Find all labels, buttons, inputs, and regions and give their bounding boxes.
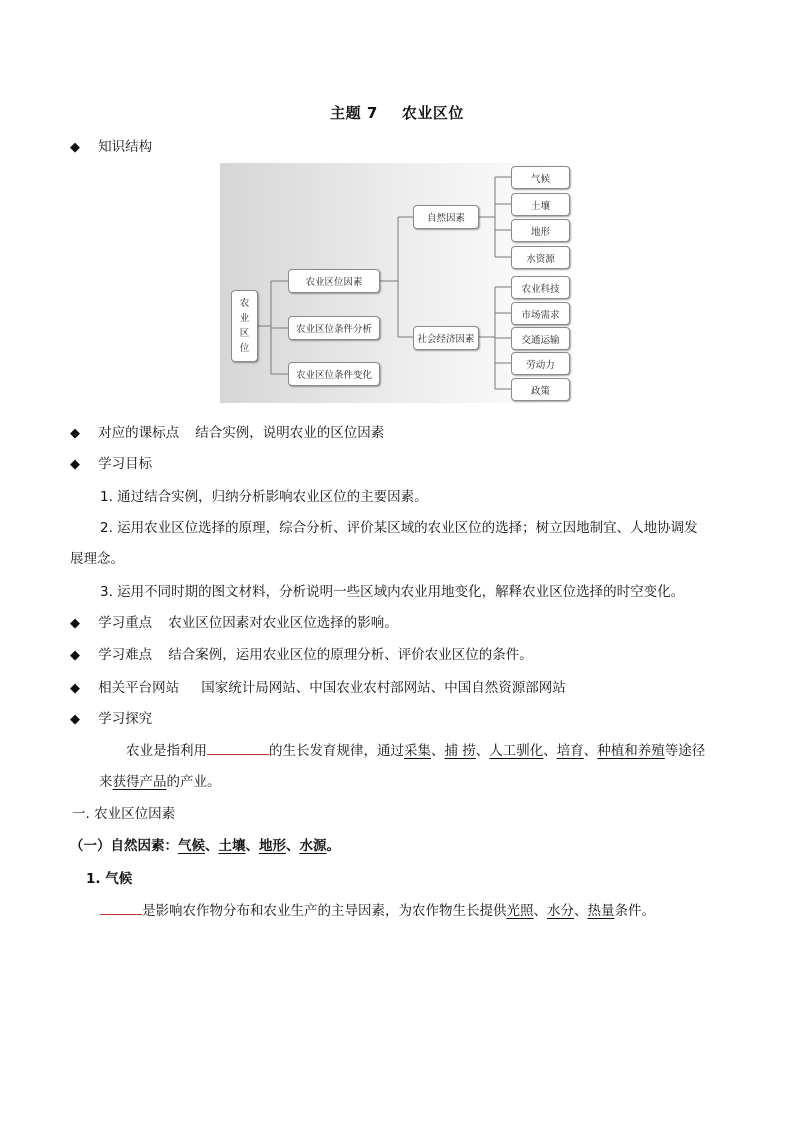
objective-item-1: 1. 通过结合实例，归纳分析影响农业区位的主要因素。 — [100, 489, 428, 505]
inquiry-text: 来 — [99, 774, 113, 790]
key-point — [70, 611, 398, 631]
title-topic-name: 农业区位 — [401, 104, 464, 122]
underlined-term: 捕 捞 — [444, 743, 476, 759]
curriculum-label: 对应的课标点 — [98, 425, 180, 441]
climate-text: 是影响农作物分布和农业生产的主导因素，为农作物生长提供 — [142, 903, 507, 919]
root-char: 业 — [239, 313, 250, 324]
underlined-term: 种植和养殖 — [597, 743, 665, 759]
separator: 、 — [431, 743, 445, 759]
leaf-agri-tech: 农业科技 — [511, 276, 570, 299]
leaf-terrain: 地形 — [511, 219, 570, 242]
difficult-point-label: 学习难点 — [98, 647, 153, 663]
separator: 、 — [533, 903, 547, 919]
separator: 、 — [286, 838, 300, 854]
leaf-policy: 政策 — [511, 378, 570, 401]
underlined-term: 培育 — [556, 743, 584, 759]
section-1-title: 一. 农业区位因素 — [72, 806, 176, 822]
root-char: 位 — [239, 343, 250, 354]
inquiry-text: 农业是指利用 — [126, 743, 207, 759]
platforms-text: 国家统计局网站、中国农业农村部网站、中国自然资源部网站 — [201, 680, 566, 696]
inquiry-label: 学习探究 — [98, 711, 153, 727]
separator: 、 — [543, 743, 557, 759]
knowledge-structure-heading — [70, 135, 152, 155]
leaf-labor: 劳动力 — [511, 352, 570, 375]
knowledge-structure-diagram — [220, 163, 574, 403]
inquiry-paragraph-line1 — [126, 739, 705, 759]
underlined-term: 地形 — [259, 838, 286, 854]
node-location-factors: 农业区位因素 — [288, 269, 380, 293]
inquiry-heading — [70, 707, 152, 727]
diamond-bullet-icon: ◆ — [70, 681, 80, 696]
separator: 。 — [326, 838, 340, 854]
platforms-label: 相关平台网站 — [98, 680, 180, 696]
root-char: 区 — [239, 328, 250, 339]
leaf-market-demand: 市场需求 — [511, 302, 570, 325]
difficult-point — [70, 643, 533, 663]
underlined-term: 水源 — [299, 838, 327, 854]
climate-text: 条件。 — [614, 903, 655, 919]
inquiry-text: 的产业。 — [166, 774, 221, 790]
diamond-bullet-icon: ◆ — [70, 426, 80, 441]
curriculum-point — [70, 421, 384, 441]
underlined-term: 采集 — [404, 743, 431, 759]
fill-blank[interactable] — [207, 740, 269, 755]
platforms — [70, 676, 566, 696]
diamond-bullet-icon: ◆ — [70, 616, 80, 631]
climate-title: 1. 气候 — [86, 871, 133, 887]
objective-item-2-line2: 展理念。 — [70, 551, 124, 567]
underlined-term: 获得产品 — [112, 774, 167, 790]
objectives-heading — [70, 452, 152, 472]
separator: 、 — [574, 903, 588, 919]
objective-item-3: 3. 运用不同时期的图文材料，分析说明一些区域内农业用地变化，解释农业区位选择的时空变化。 — [100, 584, 685, 600]
separator: 、 — [475, 743, 490, 759]
page-title — [0, 102, 794, 123]
underlined-term: 热量 — [587, 903, 615, 919]
underlined-term: 土壤 — [218, 838, 246, 854]
diamond-bullet-icon: ◆ — [70, 140, 80, 155]
key-point-text: 农业区位因素对农业区位选择的影响。 — [168, 615, 398, 631]
objectives-label: 学习目标 — [98, 456, 153, 472]
curriculum-text: 结合实例，说明农业的区位因素 — [195, 425, 385, 441]
key-point-label: 学习重点 — [98, 615, 153, 631]
node-natural-factors: 自然因素 — [413, 205, 479, 229]
node-location-condition-analysis: 农业区位条件分析 — [288, 316, 380, 340]
difficult-point-text: 结合案例，运用农业区位的原理分析、评价农业区位的条件。 — [168, 647, 533, 663]
node-socioeconomic-factors: 社会经济因素 — [413, 326, 479, 350]
separator: 、 — [205, 838, 219, 854]
diagram-root-node — [231, 290, 258, 362]
node-location-condition-change: 农业区位条件变化 — [288, 362, 380, 386]
inquiry-text: 等途径 — [664, 743, 706, 759]
root-char: 农 — [239, 298, 250, 309]
underlined-term: 水分 — [547, 903, 574, 919]
fill-blank[interactable] — [100, 900, 142, 915]
objective-item-2-line1: 2. 运用农业区位选择的原理，综合分析、评价某区域的农业区位的选择；树立因地制宜、人地协调发 — [100, 520, 698, 536]
underlined-term: 光照 — [506, 903, 534, 919]
leaf-soil: 土壤 — [511, 193, 570, 216]
diamond-bullet-icon: ◆ — [70, 457, 80, 472]
diamond-bullet-icon: ◆ — [70, 712, 80, 727]
title-topic-number: 主题 7 — [330, 104, 378, 122]
separator: 、 — [583, 743, 598, 759]
subsection-natural-factors — [70, 834, 340, 854]
leaf-climate: 气候 — [511, 166, 570, 189]
inquiry-paragraph-line2 — [99, 770, 221, 790]
leaf-transport: 交通运输 — [511, 327, 570, 350]
leaf-water: 水资源 — [511, 246, 570, 269]
climate-paragraph — [100, 899, 655, 919]
separator: 、 — [245, 838, 259, 854]
knowledge-structure-label: 知识结构 — [98, 139, 153, 155]
subsection-prefix: （一）自然因素： — [70, 838, 178, 854]
underlined-term: 气候 — [178, 838, 205, 854]
inquiry-text: 的生长发育规律，通过 — [269, 743, 404, 759]
diamond-bullet-icon: ◆ — [70, 648, 80, 663]
underlined-term: 人工驯化 — [489, 743, 544, 759]
